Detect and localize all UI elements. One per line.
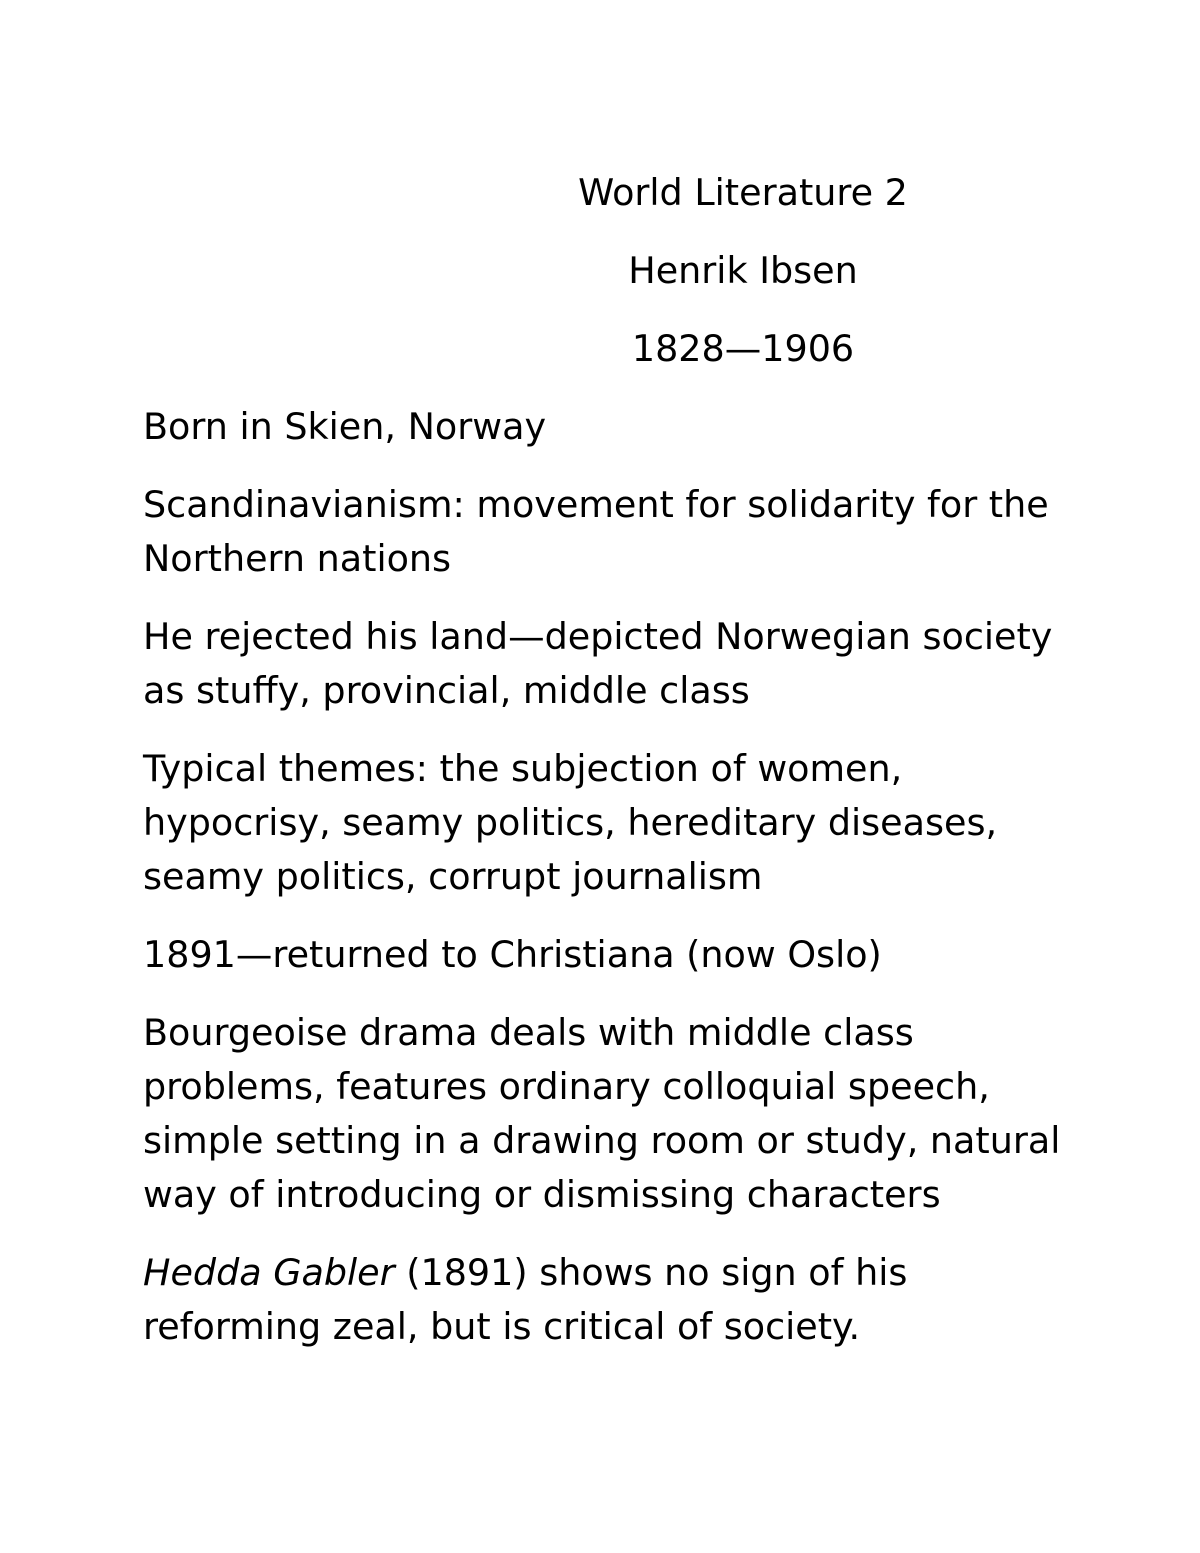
paragraph-bourgeoise-drama: Bourgeoise drama deals with middle class problems, features ordinary colloquial speech, simple setting in a drawing room or study, natural way of introducing or dismissing characters [143, 1011, 1061, 1216]
document-body [143, 166, 1073, 1378]
paragraph-hedda-gabler-text: (1891) shows no sign of his reforming zeal, but is critical of society. [143, 1251, 908, 1348]
author-lifespan: 1828—1906 [631, 327, 855, 370]
paragraph-typical-themes: Typical themes: the subjection of women, hypocrisy, seamy politics, hereditary diseases, seamy politics, corrupt journalism [143, 747, 998, 898]
paragraph-hedda-gabler [143, 1246, 1073, 1354]
paragraph-returned-christiana: 1891—returned to Christiana (now Oslo) [143, 933, 882, 976]
play-title: Hedda Gabler [143, 1251, 395, 1294]
author-name: Henrik Ibsen [628, 249, 858, 292]
paragraph-birthplace: Born in Skien, Norway [143, 405, 547, 448]
paragraph-scandinavianism: Scandinavianism: movement for solidarity for the Northern nations [143, 483, 1049, 580]
paragraph-rejected-land: He rejected his land—depicted Norwegian society as stuffy, provincial, middle class [143, 615, 1053, 712]
document-title: World Literature 2 [578, 171, 908, 214]
